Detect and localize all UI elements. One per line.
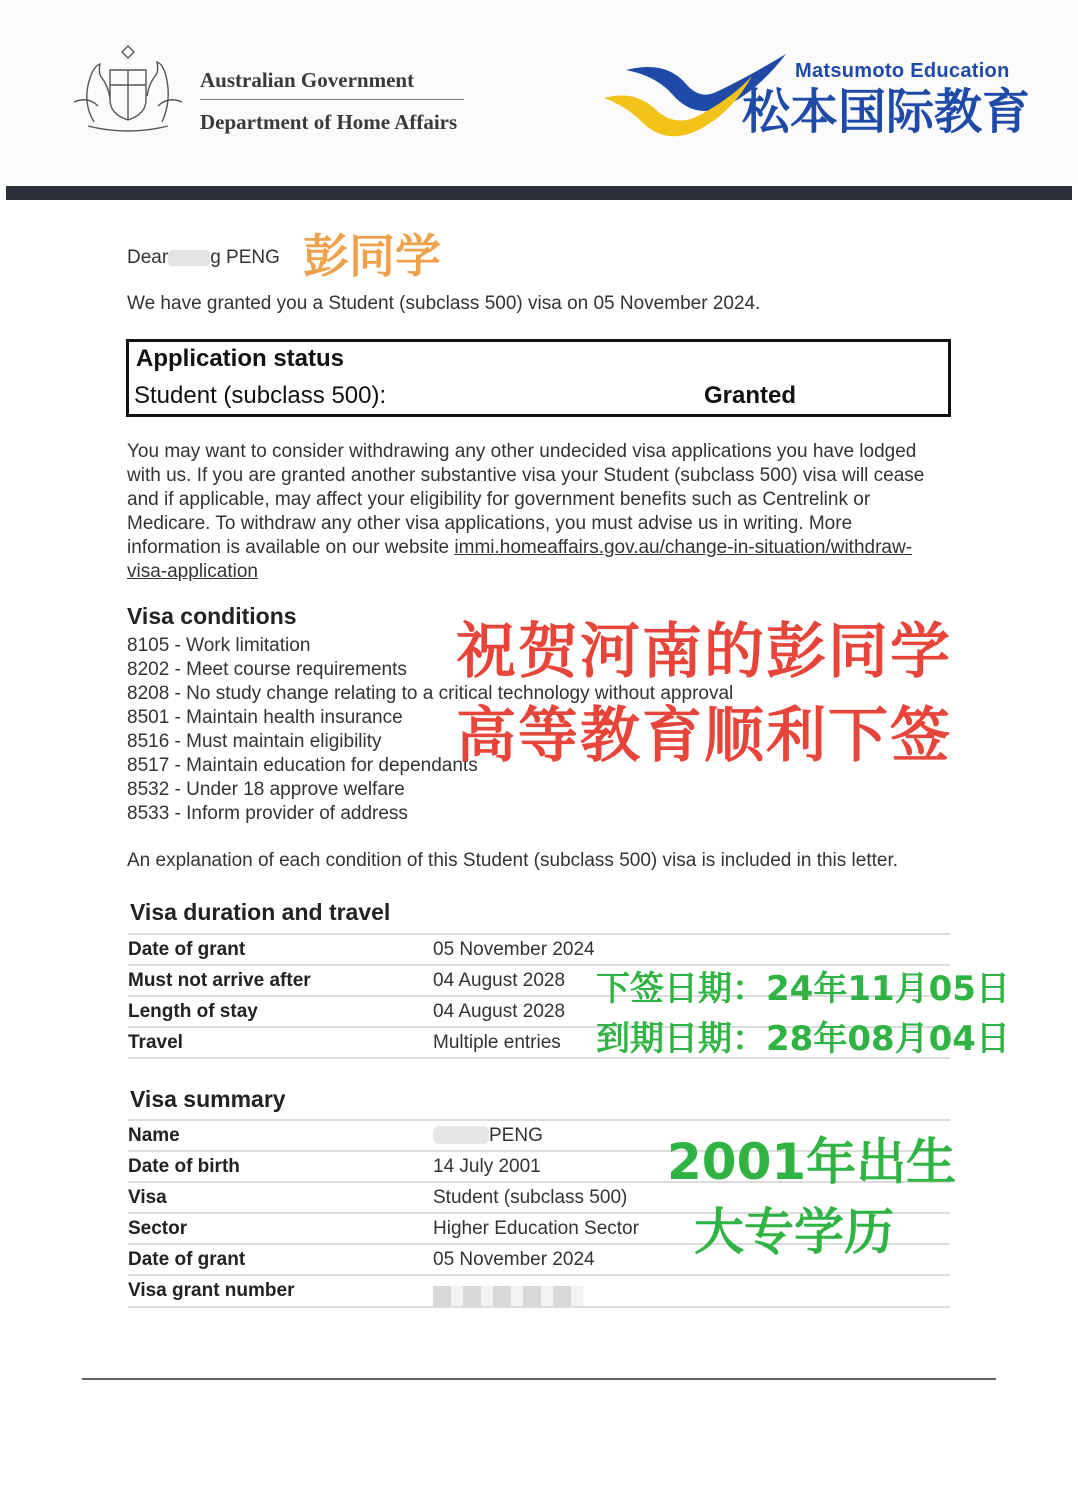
row-key: Travel — [128, 1027, 433, 1058]
congrats-line-2: 高等教育顺利下签 — [456, 701, 952, 771]
birth-year-annotation: 2001年出生 — [667, 1133, 957, 1191]
company-name-cn: 松本国际教育 — [742, 84, 1031, 140]
greeting-prefix: Dear — [127, 247, 169, 268]
summary-title: Visa summary — [130, 1086, 286, 1112]
condition-item: 8105 - Work limitation — [127, 635, 311, 656]
row-key: Date of birth — [128, 1151, 433, 1182]
status-label: Student (subclass 500): — [134, 382, 387, 409]
visa-conditions-title: Visa conditions — [127, 603, 297, 629]
row-value: 05 November 2024 — [433, 1244, 950, 1275]
row-key: Sector — [128, 1213, 433, 1244]
grant-statement: We have granted you a Student (subclass 500) visa on 05 November 2024. — [127, 293, 761, 314]
row-key: Must not arrive after — [128, 965, 433, 996]
footer-divider — [82, 1378, 996, 1380]
withdrawal-paragraph — [127, 440, 927, 584]
redacted-name-block — [168, 250, 210, 266]
row-value: Student (subclass 500) — [433, 1182, 950, 1213]
withdraw-info-link[interactable]: immi.homeaffairs.gov.au/change-in-situation/withdraw-visa-application — [127, 537, 913, 582]
condition-item: 8208 - No study change relating to a critical technology without approval — [127, 683, 734, 704]
name-value: PENG — [489, 1124, 543, 1146]
coat-of-arms-icon — [64, 42, 192, 134]
row-value-grant-number — [433, 1275, 950, 1307]
row-value: 05 November 2024 — [433, 934, 950, 965]
row-key: Name — [128, 1120, 433, 1151]
row-key: Date of grant — [128, 934, 433, 965]
redacted-name-block — [433, 1126, 489, 1144]
expiry-date-note: 到期日期：28年08月04日 — [596, 1019, 1010, 1059]
congrats-line-1: 祝贺河南的彭同学 — [456, 617, 952, 687]
duration-title: Visa duration and travel — [130, 899, 391, 925]
conditions-explanation: An explanation of each condition of this Student (subclass 500) visa is included in this letter. — [127, 850, 899, 871]
table-row — [128, 934, 950, 965]
student-annotation: 彭同学 — [303, 229, 441, 283]
redacted-grant-number — [433, 1286, 583, 1306]
condition-item: 8517 - Maintain education for dependants — [127, 755, 478, 776]
status-title: Application status — [136, 345, 345, 372]
application-status-box — [126, 339, 951, 417]
row-value: 04 August 2028 — [433, 996, 950, 1027]
title-divider — [200, 99, 464, 100]
row-value: Higher Education Sector — [433, 1213, 950, 1244]
row-key: Length of stay — [128, 996, 433, 1027]
condition-item: 8516 - Must maintain eligibility — [127, 731, 382, 752]
row-key: Date of grant — [128, 1244, 433, 1275]
company-name-en: Matsumoto Education — [795, 60, 1010, 82]
condition-item: 8501 - Maintain health insurance — [127, 707, 403, 728]
paragraph-text: You may want to consider withdrawing any other undecided visa applications you have lodged with us. If you are granted another substantive visa your Student (subclass 500) visa will cease and if applicable, may affect your eligibility for government benefits such as Centrelink or Medicare. To withdraw any other visa applications, you must advise us in writing. More information is available on our website — [127, 441, 925, 558]
header-band — [6, 186, 1072, 200]
government-title: Australian Government — [200, 68, 415, 92]
table-row — [128, 1275, 950, 1307]
date-annotation — [596, 964, 1010, 1064]
department-name: Department of Home Affairs — [200, 110, 458, 134]
condition-item: 8532 - Under 18 approve welfare — [127, 779, 405, 800]
condition-item: 8533 - Inform provider of address — [127, 803, 408, 824]
row-key: Visa grant number — [128, 1275, 433, 1307]
greeting-name: g PENG — [210, 247, 280, 268]
condition-item: 8202 - Meet course requirements — [127, 659, 407, 680]
row-value: Multiple entries — [433, 1027, 950, 1058]
row-value: 14 July 2001 — [433, 1151, 950, 1182]
letterhead — [0, 0, 1078, 185]
row-value: 04 August 2028 — [433, 965, 950, 996]
greeting — [127, 247, 280, 269]
congratulations-annotation — [456, 610, 952, 778]
education-annotation: 大专学历 — [694, 1203, 894, 1261]
status-value: Granted — [704, 382, 797, 409]
row-key: Visa — [128, 1182, 433, 1213]
grant-date-note: 下签日期：24年11月05日 — [596, 969, 1010, 1009]
